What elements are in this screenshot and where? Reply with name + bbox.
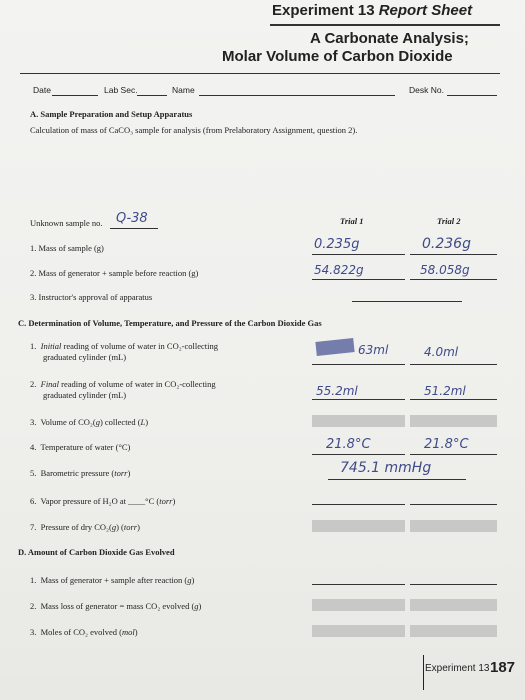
section-a-description: Calculation of mass of CaCO₃ sample for analysis (from Prelaboratory Assignment, question 2). — [30, 125, 358, 135]
title-experiment: Experiment 13 — [272, 2, 375, 19]
unknown-sample-label: Unknown sample no. — [30, 218, 103, 228]
row-a1-trial1-value: 0.235g — [314, 237, 360, 252]
row-c2-trial2-value: 51.2ml — [424, 384, 466, 398]
row-c7-trial2-field[interactable] — [410, 520, 497, 532]
footer-experiment: Experiment 13 — [425, 663, 490, 674]
instructor-approval-field[interactable] — [352, 301, 462, 302]
row-a2-trial2-value: 58.058g — [420, 263, 470, 277]
row-a1-trial2-field[interactable] — [410, 254, 497, 255]
row-c1-trial1-value: 63ml — [358, 343, 389, 357]
footer-page-number: 187 — [490, 659, 516, 676]
row-c4-label: 4. Temperature of water (°C) — [30, 442, 131, 452]
row-c2-trial1-value: 55.2ml — [316, 384, 358, 398]
desk-no-label: Desk No. — [409, 85, 444, 95]
row-d1-trial1-field[interactable] — [312, 584, 405, 585]
row-a3-label: 3. Instructor's approval of apparatus — [30, 292, 153, 302]
row-d2-label: 2. Mass loss of generator = mass CO₂ evolved (g) — [30, 601, 202, 611]
row-c5-field[interactable] — [328, 479, 466, 480]
subtitle-line1: A Carbonate Analysis; — [310, 30, 469, 47]
lab-sec-field[interactable] — [137, 95, 167, 96]
row-d3-trial1-field[interactable] — [312, 625, 405, 637]
unknown-sample-field[interactable] — [110, 228, 158, 229]
title-report-sheet: Report Sheet — [378, 2, 473, 19]
name-label: Name — [172, 85, 195, 95]
section-c-heading: C. Determination of Volume, Temperature, and Pressure of the Carbon Dioxide Gas — [18, 318, 322, 328]
row-a2-trial1-field[interactable] — [312, 279, 405, 280]
header-rule-top — [270, 24, 500, 26]
row-a2-trial2-field[interactable] — [410, 279, 497, 280]
row-c7-label: 7. Pressure of dry CO₂(g) (torr) — [30, 522, 140, 532]
row-a2-label: 2. Mass of generator + sample before reaction (g) — [30, 268, 199, 278]
footer-divider — [423, 655, 424, 690]
row-d1-trial2-field[interactable] — [410, 584, 497, 585]
section-a-heading: A. Sample Preparation and Setup Apparatus — [30, 109, 193, 119]
row-c2-trial1-field[interactable] — [312, 399, 405, 400]
row-a1-trial1-field[interactable] — [312, 254, 405, 255]
desk-no-field[interactable] — [447, 95, 497, 96]
row-d2-trial1-field[interactable] — [312, 599, 405, 611]
date-field[interactable] — [52, 95, 98, 96]
row-a1-trial2-value: 0.236g — [422, 236, 471, 252]
row-d1-label: 1. Mass of generator + sample after reaction (g) — [30, 575, 195, 585]
lab-sec-label: Lab Sec. — [104, 85, 138, 95]
row-c3-trial1-field[interactable] — [312, 415, 405, 427]
row-c2-label-line2: graduated cylinder (mL) — [43, 390, 127, 400]
row-c6-trial1-field[interactable] — [312, 504, 405, 505]
row-c6-trial2-field[interactable] — [410, 504, 497, 505]
row-c2-trial2-field[interactable] — [410, 399, 497, 400]
row-c1-scribble — [315, 338, 354, 356]
report-title — [272, 2, 472, 19]
row-c5-label: 5. Barometric pressure (torr) — [30, 468, 131, 478]
row-d3-trial2-field[interactable] — [410, 625, 497, 637]
row-c4-trial2-field[interactable] — [410, 454, 497, 455]
trial1-header: Trial 1 — [340, 216, 364, 226]
row-d3-label: 3. Moles of CO₂ evolved (mol) — [30, 627, 138, 637]
trial2-header: Trial 2 — [437, 216, 461, 226]
row-c3-label: 3. Volume of CO₂(g) collected (L) — [30, 417, 149, 427]
row-c1-trial2-value: 4.0ml — [424, 345, 459, 359]
row-c7-trial1-field[interactable] — [312, 520, 405, 532]
row-c4-trial1-field[interactable] — [312, 454, 405, 455]
section-d-heading: D. Amount of Carbon Dioxide Gas Evolved — [18, 547, 175, 557]
subtitle-line2: Molar Volume of Carbon Dioxide — [222, 48, 453, 65]
row-c4-trial2-value: 21.8°C — [424, 437, 469, 452]
row-d2-trial2-field[interactable] — [410, 599, 497, 611]
row-c3-trial2-field[interactable] — [410, 415, 497, 427]
row-c2-label-line1: 2. Final reading of volume of water in CO₂-collecting — [30, 379, 216, 389]
unknown-sample-value: Q-38 — [116, 211, 148, 226]
row-c4-trial1-value: 21.8°C — [326, 437, 371, 452]
name-field[interactable] — [199, 95, 395, 96]
row-c1-trial2-field[interactable] — [410, 364, 497, 365]
row-c1-label-line2: graduated cylinder (mL) — [43, 352, 127, 362]
header-rule-bottom — [20, 73, 500, 74]
row-c1-label-line1: 1. Initial reading of volume of water in CO₂-collecting — [30, 341, 219, 351]
row-c5-trial1-value: 745.1 mmHg — [340, 460, 432, 476]
row-c6-label: 6. Vapor pressure of H₂O at ____°C (torr) — [30, 496, 176, 506]
row-a1-label: 1. Mass of sample (g) — [30, 243, 104, 253]
row-a2-trial1-value: 54.822g — [314, 263, 364, 277]
row-c1-trial1-field[interactable] — [312, 364, 405, 365]
date-label: Date — [33, 85, 51, 95]
